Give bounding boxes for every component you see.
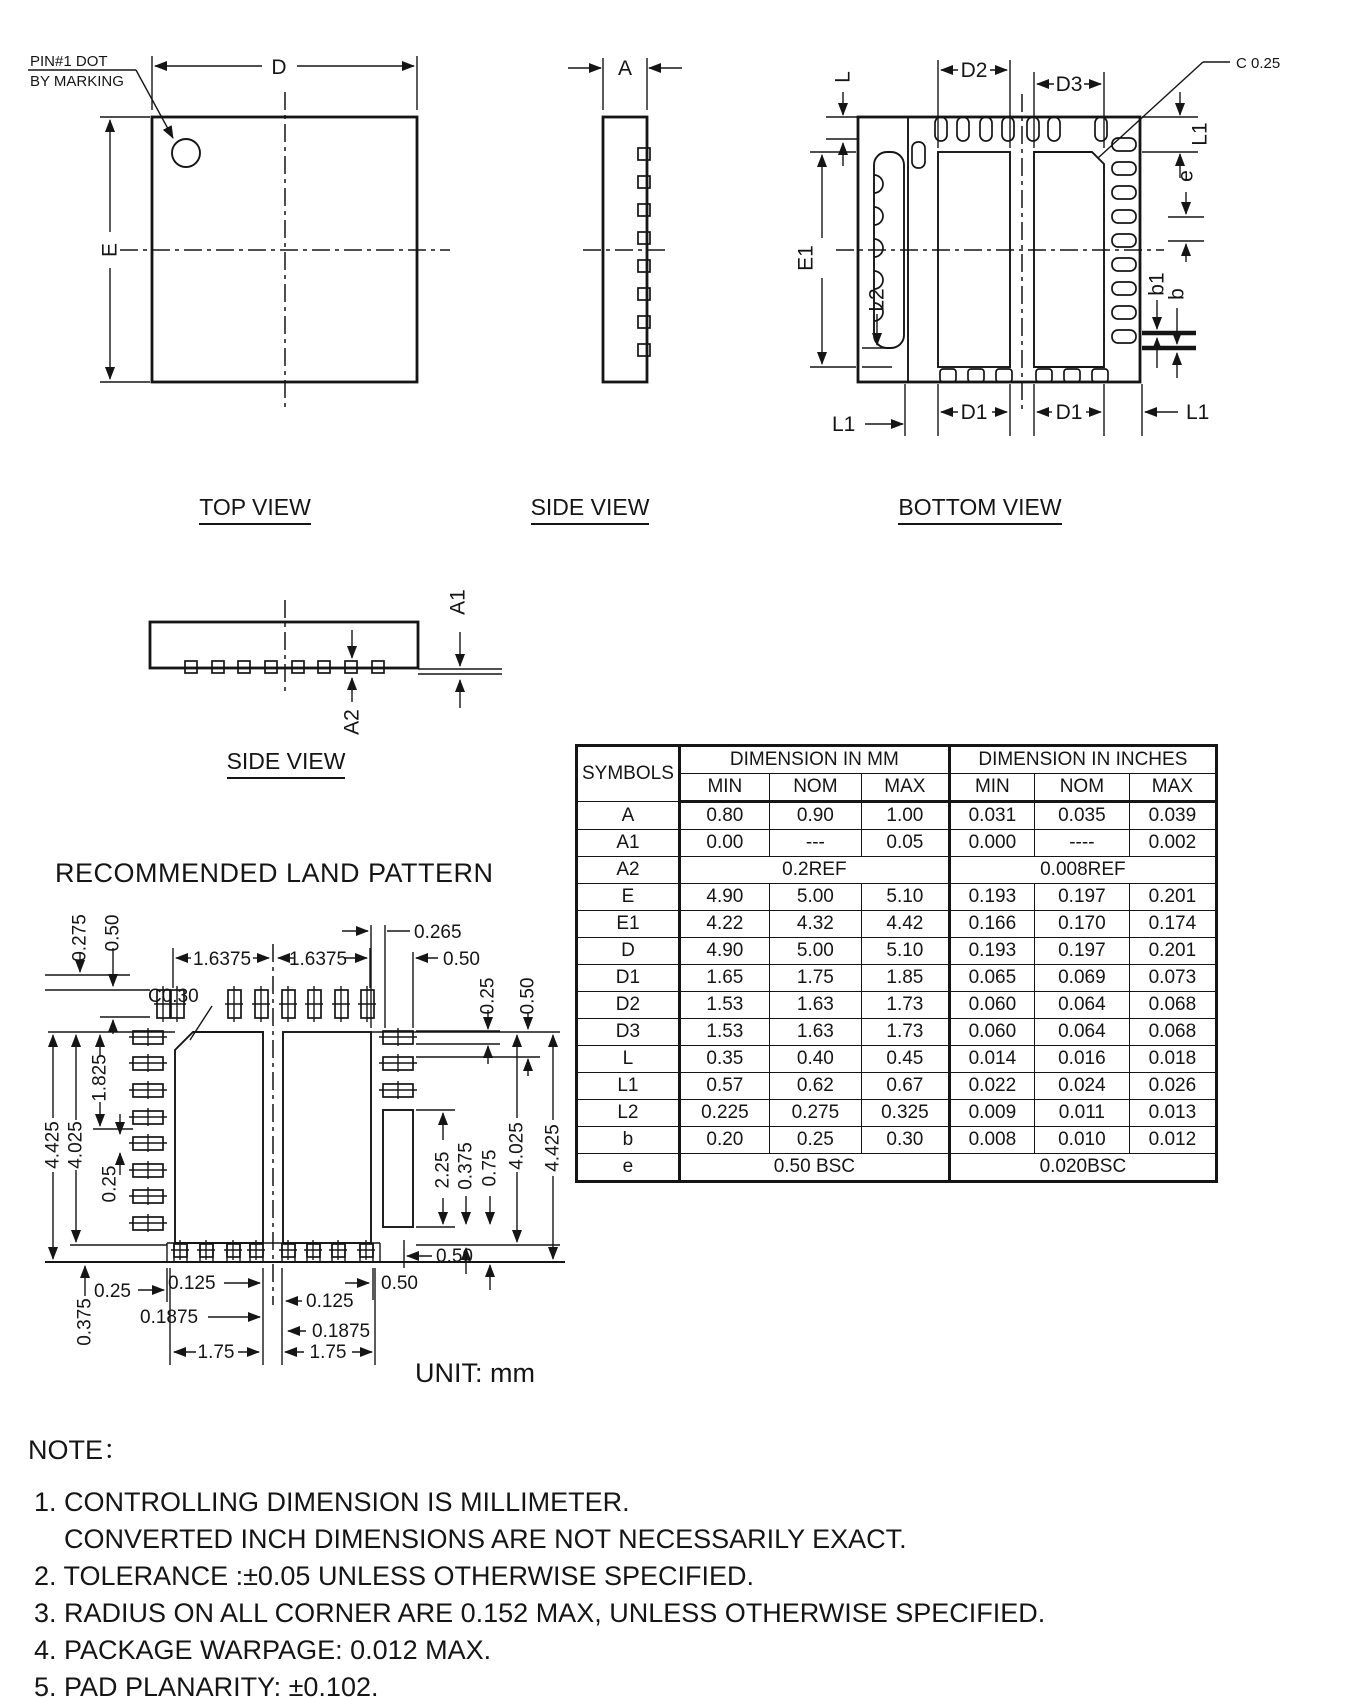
table-cell: 0.031 (949, 802, 1034, 830)
lp-dim-col-025: 0.25 (99, 1165, 121, 1203)
table-cell: 0.193 (949, 938, 1034, 965)
table-row (577, 965, 1217, 992)
table-cell: L (577, 1046, 680, 1073)
table-cell: 0.016 (1034, 1046, 1129, 1073)
table-cell: 0.193 (949, 884, 1034, 911)
table-cell: 1.00 (861, 802, 949, 830)
lp-dim-b-175-right: 1.75 (309, 1342, 347, 1363)
thermal-pad-right (1034, 152, 1104, 367)
lp-dim-r-050: 0.50 (436, 1246, 473, 1267)
lp-dim-r-075: 0.75 (479, 1149, 501, 1187)
table-cell: 0.068 (1129, 1019, 1216, 1046)
table-cell: 1.63 (769, 992, 861, 1019)
table-row (577, 1100, 1217, 1127)
table-cell: 0.014 (949, 1046, 1034, 1073)
table-cell: 0.25 (769, 1127, 861, 1154)
pin1-dot (172, 139, 200, 167)
side-view-top-title: SIDE VIEW (500, 494, 680, 525)
table-cell: 1.53 (679, 1019, 769, 1046)
table-cell: 0.008REF (949, 857, 1216, 884)
table-cell: 0.008 (949, 1127, 1034, 1154)
land-pattern-title: RECOMMENDED LAND PATTERN (55, 858, 494, 888)
dimension-table-body (577, 802, 1217, 1182)
table-cell: 4.90 (679, 938, 769, 965)
lp-dim-gap-right: 0.265 (414, 922, 462, 943)
col-header-inches: DIMENSION IN INCHES (949, 746, 1216, 774)
table-row (577, 938, 1217, 965)
table-cell: 1.85 (861, 965, 949, 992)
table-cell: A1 (577, 830, 680, 857)
col-header-mm-min: MIN (679, 774, 769, 802)
pin1-note-line2: BY MARKING (30, 73, 124, 90)
col-header-in-nom: NOM (1034, 774, 1129, 802)
table-row (577, 884, 1217, 911)
note-line: 5. PAD PLANARITY: ±0.102. (34, 1672, 379, 1697)
note-heading: NOTE： (28, 1435, 131, 1465)
lp-dim-b-01875-left: 0.1875 (140, 1307, 199, 1328)
table-cell: 4.90 (679, 884, 769, 911)
table-cell: 0.022 (949, 1073, 1034, 1100)
dim-label-l: L (831, 71, 855, 83)
table-cell: 1.73 (861, 992, 949, 1019)
table-cell: 0.174 (1129, 911, 1216, 938)
lp-dim-b-175-left: 1.75 (197, 1342, 235, 1363)
side-view-bottom-title: SIDE VIEW (186, 748, 386, 779)
dimension-table (575, 744, 1218, 1183)
lp-dim-top-margin: 0.275 (69, 914, 91, 962)
table-cell: 0.068 (1129, 992, 1216, 1019)
dim-label-a2: A2 (340, 709, 364, 735)
table-cell: 5.00 (769, 884, 861, 911)
side-view-bottom-drawing (150, 589, 502, 735)
table-cell: D1 (577, 965, 680, 992)
dim-label-b: b (1165, 288, 1189, 300)
table-cell: 0.064 (1034, 992, 1129, 1019)
bottom-castellations (940, 369, 1108, 382)
table-cell: 0.40 (769, 1046, 861, 1073)
table-cell: 0.197 (1034, 884, 1129, 911)
top-view-title: TOP VIEW (150, 494, 360, 525)
table-cell: 1.75 (769, 965, 861, 992)
table-row (577, 802, 1217, 830)
table-row (577, 992, 1217, 1019)
table-cell: 0.201 (1129, 938, 1216, 965)
lp-dim-b-025: 0.25 (94, 1281, 131, 1302)
dim-label-l1-bottom-left: L1 (832, 413, 856, 436)
table-cell: 0.069 (1034, 965, 1129, 992)
table-cell: 0.30 (861, 1127, 949, 1154)
col-header-mm: DIMENSION IN MM (679, 746, 949, 774)
land-left-pads (129, 1028, 167, 1232)
col-header-in-max: MAX (1129, 774, 1216, 802)
note-line: 1. CONTROLLING DIMENSION IS MILLIMETER. (34, 1487, 630, 1517)
table-header-groups (577, 746, 1217, 774)
table-cell: 0.011 (1034, 1100, 1129, 1127)
table-cell: 0.012 (1129, 1127, 1216, 1154)
table-row (577, 1046, 1217, 1073)
table-cell: 0.90 (769, 802, 861, 830)
land-center-pad-right (283, 1032, 371, 1243)
table-cell: --- (769, 830, 861, 857)
table-cell: 0.039 (1129, 802, 1216, 830)
land-pattern-drawing (43, 914, 566, 1365)
table-cell: 0.67 (861, 1073, 949, 1100)
dim-label-a: A (617, 57, 633, 80)
table-cell: 0.166 (949, 911, 1034, 938)
lp-dim-r-0375: 0.375 (455, 1142, 477, 1190)
bottom-right-pads (1112, 138, 1136, 343)
table-cell: L1 (577, 1073, 680, 1100)
dim-label-l1-bottom-right: L1 (1186, 401, 1210, 424)
dim-label-d1-left: D1 (960, 401, 988, 424)
table-cell: D3 (577, 1019, 680, 1046)
table-cell: 0.064 (1034, 1019, 1129, 1046)
note-line: 2. TOLERANCE :±0.05 UNLESS OTHERWISE SPECIFIED. (34, 1561, 755, 1591)
note-line: 3. RADIUS ON ALL CORNER ARE 0.152 MAX, UNLESS OTHERWISE SPECIFIED. (34, 1598, 1046, 1628)
table-cell: 0.002 (1129, 830, 1216, 857)
table-cell: 0.170 (1034, 911, 1129, 938)
table-cell: 0.05 (861, 830, 949, 857)
table-cell: 1.53 (679, 992, 769, 1019)
table-row (577, 911, 1217, 938)
bottom-view-title: BOTTOM VIEW (880, 494, 1080, 525)
lp-dim-b-0125-left: 0.125 (168, 1273, 216, 1294)
lp-dim-offset-025: 0.25 (477, 977, 499, 1015)
table-cell: 0.065 (949, 965, 1034, 992)
table-cell: E (577, 884, 680, 911)
lp-dim-1825: 1.825 (89, 1054, 111, 1102)
table-cell: 4.42 (861, 911, 949, 938)
dim-label-e-pitch: e (1174, 170, 1198, 182)
table-cell: D (577, 938, 680, 965)
land-right-strip (383, 1110, 413, 1227)
pin1-note-line1: PIN#1 DOT (30, 53, 108, 70)
table-cell: 0.073 (1129, 965, 1216, 992)
lp-dim-r-225: 2.25 (432, 1151, 454, 1189)
table-cell: 1.73 (861, 1019, 949, 1046)
lp-dim-col-4425: 4.425 (42, 1121, 64, 1169)
table-cell: A (577, 802, 680, 830)
dim-label-d2: D2 (960, 59, 988, 82)
dim-label-a1: A1 (446, 589, 470, 615)
col-header-in-min: MIN (949, 774, 1034, 802)
table-cell: D2 (577, 992, 680, 1019)
notes-list (34, 1484, 1045, 1697)
table-cell: A2 (577, 857, 680, 884)
lp-dim-b-0375: 0.375 (74, 1298, 96, 1346)
note-line: CONVERTED INCH DIMENSIONS ARE NOT NECESSARILY EXACT. (64, 1524, 907, 1554)
table-cell: 0.50 BSC (679, 1154, 949, 1182)
table-cell: e (577, 1154, 680, 1182)
table-cell: 0.060 (949, 992, 1034, 1019)
table-cell: 0.035 (1034, 802, 1129, 830)
table-cell: 0.57 (679, 1073, 769, 1100)
lp-dim-r-4025: 4.025 (506, 1122, 528, 1170)
table-cell: 4.22 (679, 911, 769, 938)
lp-dim-r-4425: 4.425 (542, 1124, 564, 1172)
table-cell: 0.225 (679, 1100, 769, 1127)
lp-dim-pad-len-right: 0.50 (443, 949, 480, 970)
lp-dim-offset-050: 0.50 (517, 977, 539, 1015)
col-header-mm-nom: NOM (769, 774, 861, 802)
lp-dim-b-0125-right: 0.125 (306, 1291, 354, 1312)
table-cell: L2 (577, 1100, 680, 1127)
table-cell: 1.65 (679, 965, 769, 992)
table-cell: E1 (577, 911, 680, 938)
table-cell: 0.2REF (679, 857, 949, 884)
table-cell: 0.060 (949, 1019, 1034, 1046)
dim-label-l1-top: L1 (1188, 122, 1212, 146)
table-cell: 0.80 (679, 802, 769, 830)
table-cell: 0.00 (679, 830, 769, 857)
unit-label: UNIT: mm (415, 1358, 535, 1388)
table-cell: 0.024 (1034, 1073, 1129, 1100)
table-cell: 5.00 (769, 938, 861, 965)
table-cell: 4.32 (769, 911, 861, 938)
bottom-top-pads (935, 117, 1107, 141)
lp-dim-col-4025: 4.025 (65, 1121, 87, 1169)
lp-dim-pitch-left: 1.6375 (192, 949, 252, 970)
table-cell: 0.010 (1034, 1127, 1129, 1154)
col-header-mm-max: MAX (861, 774, 949, 802)
note-line: 4. PACKAGE WARPAGE: 0.012 MAX. (34, 1635, 492, 1665)
table-row (577, 830, 1217, 857)
table-row (577, 1073, 1217, 1100)
lp-dim-pitch-right: 1.6375 (288, 949, 348, 970)
table-cell: 0.275 (769, 1100, 861, 1127)
table-cell: 0.026 (1129, 1073, 1216, 1100)
table-cell: 5.10 (861, 938, 949, 965)
table-cell: 0.000 (949, 830, 1034, 857)
dim-label-d1-right: D1 (1055, 401, 1083, 424)
table-cell: 0.20 (679, 1127, 769, 1154)
table-cell: 0.45 (861, 1046, 949, 1073)
table-row (577, 1127, 1217, 1154)
table-cell: ---- (1034, 830, 1129, 857)
lp-dim-b-050: 0.50 (381, 1273, 418, 1294)
table-row (577, 1019, 1217, 1046)
table-cell: 0.62 (769, 1073, 861, 1100)
table-row (577, 1154, 1217, 1182)
dim-label-b1: b1 (1145, 272, 1169, 296)
table-cell: 0.013 (1129, 1100, 1216, 1127)
table-cell: 5.10 (861, 884, 949, 911)
dim-label-e1: E1 (794, 245, 818, 271)
land-right-pads (379, 1028, 417, 1227)
table-cell: 0.325 (861, 1100, 949, 1127)
table-row (577, 857, 1217, 884)
table-cell: 0.197 (1034, 938, 1129, 965)
lp-dim-pad-len-top: 0.50 (102, 914, 124, 952)
table-cell: b (577, 1127, 680, 1154)
lp-dim-chamfer: C0.30 (148, 986, 199, 1007)
land-center-pad-left (175, 1032, 263, 1243)
lp-dim-b-01875-right: 0.1875 (312, 1321, 371, 1342)
dim-label-d3: D3 (1055, 73, 1083, 96)
table-cell: 0.35 (679, 1046, 769, 1073)
thermal-pad-left (938, 152, 1010, 367)
table-cell: 0.201 (1129, 884, 1216, 911)
top-view-drawing (28, 53, 450, 410)
side-view-top-drawing (568, 57, 682, 382)
bottom-view-drawing (795, 55, 1281, 436)
table-cell: 0.020BSC (949, 1154, 1216, 1182)
dim-label-chamfer: C 0.25 (1236, 55, 1281, 72)
dim-label-l2: L2 (865, 288, 889, 312)
dim-label-d: D (271, 56, 287, 79)
table-cell: 0.009 (949, 1100, 1034, 1127)
table-cell: 1.63 (769, 1019, 861, 1046)
dim-label-e: E (98, 242, 122, 258)
table-cell: 0.018 (1129, 1046, 1216, 1073)
col-header-symbols: SYMBOLS (577, 746, 680, 802)
